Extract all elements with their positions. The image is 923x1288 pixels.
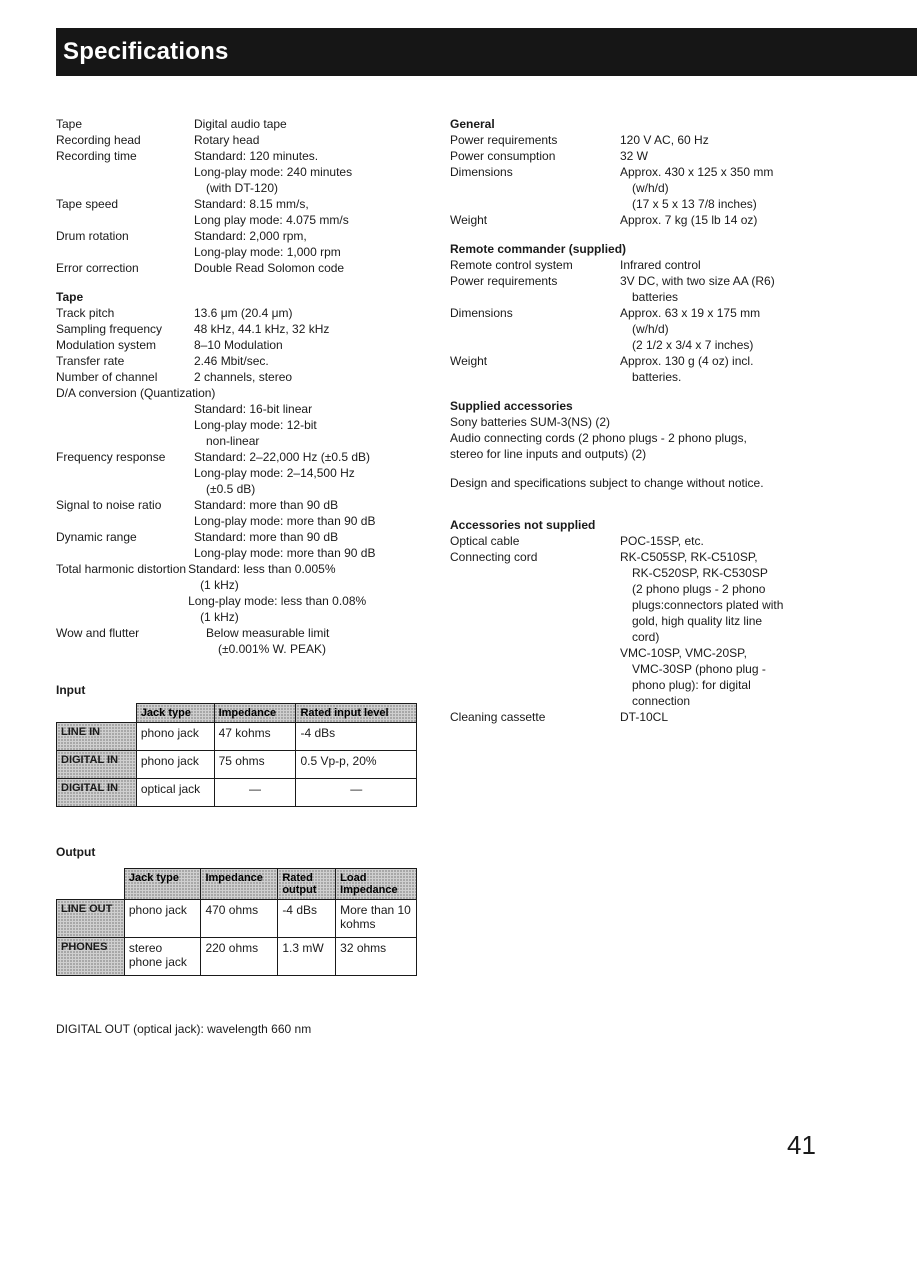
spec-value-line: 13.6 μm (20.4 μm) [194, 306, 293, 320]
table-row [57, 723, 417, 751]
row-header: LINE IN [57, 723, 137, 751]
spec-value-line: (with DT-120) [206, 181, 279, 195]
column-header: Impedance [214, 704, 296, 723]
spec-value-line: 2.46 Mbit/sec. [194, 354, 269, 368]
table-cell: 220 ohms [201, 938, 278, 976]
spec-value-line: Below measurable limit [206, 626, 330, 640]
table-cell: 1.3 mW [278, 938, 336, 976]
spec-label: Drum rotation [56, 229, 129, 243]
spec-value-line: plugs:connectors plated with [632, 598, 784, 612]
spec-row [450, 132, 820, 148]
supplied-list [450, 414, 820, 462]
spec-label: Transfer rate [56, 354, 125, 368]
table-cell: — [296, 779, 417, 807]
digital-out-note: DIGITAL OUT (optical jack): wavelength 660 nm [56, 1022, 312, 1036]
general-heading: General [450, 117, 495, 131]
row-header: PHONES [57, 938, 125, 976]
spec-row [450, 148, 820, 164]
spec-row [450, 533, 820, 549]
spec-value-line: Long play mode: 4.075 mm/s [194, 213, 349, 227]
spec-value [194, 116, 418, 132]
tape-specs-list [56, 116, 418, 276]
spec-value [620, 257, 820, 273]
spec-label: Remote control system [450, 258, 573, 272]
spec-value [620, 533, 820, 549]
spec-value [194, 497, 418, 529]
spec-row [450, 549, 820, 709]
thd-label: Total harmonic distortion [56, 562, 187, 576]
spec-label: Sampling frequency [56, 322, 163, 336]
spec-value-line: Standard: more than 90 dB [194, 530, 339, 544]
spec-row [56, 260, 418, 276]
table-cell: phono jack [136, 751, 214, 779]
spec-value-line: Standard: 8.15 mm/s, [194, 197, 309, 211]
spec-value-line: Standard: more than 90 dB [194, 498, 339, 512]
spec-value-line: Approx. 430 x 125 x 350 mm [620, 165, 774, 179]
spec-label: Power consumption [450, 149, 556, 163]
spec-row [450, 257, 820, 273]
spec-value-line: Infrared control [620, 258, 701, 272]
spec-value-line: gold, high quality litz line [632, 614, 763, 628]
page-title: Specifications [63, 38, 229, 65]
spec-value-line: Standard: 16-bit linear [194, 402, 313, 416]
spec-value [194, 196, 418, 228]
spec-label: Recording time [56, 149, 137, 163]
spec-value-line: 8–10 Modulation [194, 338, 283, 352]
spec-value-line: (1 kHz) [200, 610, 239, 624]
table-cell: More than 10 kohms [336, 900, 417, 938]
spec-value [620, 273, 820, 305]
wow-label: Wow and flutter [56, 626, 140, 640]
table-corner [57, 869, 125, 900]
spec-value-line: Long-play mode: less than 0.08% [188, 594, 367, 608]
spec-value-line: VMC-30SP (phono plug - [632, 662, 766, 676]
table-cell: phono jack [124, 900, 201, 938]
spec-value [194, 353, 418, 369]
spec-value [620, 709, 820, 725]
spec-label: Signal to noise ratio [56, 498, 162, 512]
spec-value-line: 3V DC, with two size AA (R6) [620, 274, 775, 288]
spec-label: Frequency response [56, 450, 166, 464]
output-label: Output [56, 845, 96, 859]
spec-label: Power requirements [450, 133, 558, 147]
input-label: Input [56, 683, 86, 697]
spec-value [194, 148, 418, 196]
table-row [57, 900, 417, 938]
spec-label: Weight [450, 213, 488, 227]
spec-label: Optical cable [450, 534, 520, 548]
spec-value [620, 132, 820, 148]
spec-value-line: Approx. 130 g (4 oz) incl. [620, 354, 754, 368]
row-header: DIGITAL IN [57, 779, 137, 807]
spec-label: Number of channel [56, 370, 158, 384]
spec-label: Dynamic range [56, 530, 137, 544]
audio-specs-list [56, 449, 418, 561]
da-conversion-label: D/A conversion (Quantization) [56, 386, 216, 400]
column-header: Rated output [278, 869, 336, 900]
spec-value-line: Long-play mode: 12-bit [194, 418, 317, 432]
spec-row [56, 321, 418, 337]
spec-value-line: POC-15SP, etc. [620, 534, 704, 548]
spec-value-line: (±0.5 dB) [206, 482, 256, 496]
row-header: DIGITAL IN [57, 751, 137, 779]
input-table [56, 703, 417, 807]
spec-label: Cleaning cassette [450, 710, 546, 724]
spec-label: Recording head [56, 133, 141, 147]
table-row [57, 938, 417, 976]
spec-row [56, 196, 418, 228]
spec-row [56, 305, 418, 321]
supplied-line: stereo for line inputs and outputs) (2) [450, 447, 647, 461]
spec-value-line: Approx. 63 x 19 x 175 mm [620, 306, 761, 320]
thd-row [56, 561, 418, 625]
column-header: Rated input level [296, 704, 417, 723]
table-cell: — [214, 779, 296, 807]
spec-value-line: RK-C505SP, RK-C510SP, [620, 550, 758, 564]
spec-row [450, 305, 820, 353]
table-row [57, 751, 417, 779]
spec-value [194, 337, 418, 353]
spec-row [56, 529, 418, 561]
da-conversion-values [56, 401, 418, 449]
table-cell: 32 ohms [336, 938, 417, 976]
spec-row [56, 369, 418, 385]
column-header: Jack type [124, 869, 201, 900]
spec-value-line: Standard: 2–22,000 Hz (±0.5 dB) [194, 450, 371, 464]
spec-row [56, 116, 418, 132]
spec-row [450, 353, 820, 385]
spec-value [620, 305, 820, 353]
spec-value-line: VMC-10SP, VMC-20SP, [620, 646, 747, 660]
wow-row [56, 625, 418, 657]
spec-value-line: connection [632, 694, 691, 708]
table-cell: 47 kohms [214, 723, 296, 751]
spec-value [194, 228, 418, 260]
spec-value-line: (w/h/d) [632, 322, 669, 336]
spec-value-line: Long-play mode: more than 90 dB [194, 514, 376, 528]
spec-label: Error correction [56, 261, 139, 275]
spec-label: Track pitch [56, 306, 115, 320]
spec-row [450, 164, 820, 212]
spec-value-line: (w/h/d) [632, 181, 669, 195]
spec-value-line: Long-play mode: 1,000 rpm [194, 245, 341, 259]
table-cell: -4 dBs [278, 900, 336, 938]
spec-value [194, 132, 418, 148]
tape-heading: Tape [56, 290, 84, 304]
spec-label: Tape [56, 117, 83, 131]
table-corner [57, 704, 137, 723]
spec-value-line: Digital audio tape [194, 117, 287, 131]
spec-value-line: Long-play mode: 240 minutes [194, 165, 353, 179]
spec-row [56, 449, 418, 497]
spec-label: Weight [450, 354, 488, 368]
supplied-heading: Supplied accessories [450, 399, 573, 413]
spec-row [56, 228, 418, 260]
spec-value-line: 32 W [620, 149, 649, 163]
spec-value-line: non-linear [206, 434, 260, 448]
spec-row [56, 497, 418, 529]
output-table [56, 868, 417, 976]
table-cell: -4 dBs [296, 723, 417, 751]
spec-value-line: Approx. 7 kg (15 lb 14 oz) [620, 213, 758, 227]
spec-value [194, 321, 418, 337]
column-header: Jack type [136, 704, 214, 723]
table-cell: phono jack [136, 723, 214, 751]
spec-value-line: Standard: less than 0.005% [188, 562, 336, 576]
spec-value [194, 449, 418, 497]
spec-value-line: Double Read Solomon code [194, 261, 345, 275]
spec-value [620, 353, 820, 385]
spec-value [194, 529, 418, 561]
spec-row [450, 212, 820, 228]
spec-label: Modulation system [56, 338, 157, 352]
spec-value-line: Long-play mode: 2–14,500 Hz [194, 466, 355, 480]
not-supplied-heading: Accessories not supplied [450, 518, 596, 532]
spec-value [620, 164, 820, 212]
spec-value-line: Rotary head [194, 133, 260, 147]
spec-value-line: Standard: 120 minutes. [194, 149, 319, 163]
spec-label: Dimensions [450, 306, 513, 320]
spec-value [194, 369, 418, 385]
spec-value-line: phono plug): for digital [632, 678, 751, 692]
spec-value-line: 120 V AC, 60 Hz [620, 133, 709, 147]
supplied-line: Sony batteries SUM-3(NS) (2) [450, 415, 611, 429]
general-list [450, 132, 820, 228]
table-cell: 0.5 Vp-p, 20% [296, 751, 417, 779]
spec-value-line: batteries. [632, 370, 682, 384]
page-number: 41 [787, 1130, 816, 1160]
spec-value [620, 148, 820, 164]
table-cell: stereo phone jack [124, 938, 201, 976]
spec-value [194, 260, 418, 276]
spec-label: Power requirements [450, 274, 558, 288]
spec-row [450, 709, 820, 725]
spec-value-line: Standard: 2,000 rpm, [194, 229, 307, 243]
remote-heading: Remote commander (supplied) [450, 242, 627, 256]
spec-value-line: 48 kHz, 44.1 kHz, 32 kHz [194, 322, 330, 336]
spec-label: Connecting cord [450, 550, 538, 564]
spec-row [56, 353, 418, 369]
table-row [57, 779, 417, 807]
spec-value-line: batteries [632, 290, 679, 304]
left-column [56, 116, 418, 657]
spec-value-line: 2 channels, stereo [194, 370, 293, 384]
spec-value-line: Long-play mode: more than 90 dB [194, 546, 376, 560]
spec-row [56, 132, 418, 148]
spec-value [620, 549, 820, 709]
spec-value-line: RK-C520SP, RK-C530SP [632, 566, 768, 580]
spec-value-line: DT-10CL [620, 710, 669, 724]
right-column [450, 116, 820, 725]
column-header: Load Impedance [336, 869, 417, 900]
not-supplied-list [450, 533, 820, 725]
table-cell: 75 ohms [214, 751, 296, 779]
spec-value-line: cord) [632, 630, 660, 644]
table-cell: 470 ohms [201, 900, 278, 938]
spec-value-line: (1 kHz) [200, 578, 239, 592]
spec-label: Dimensions [450, 165, 513, 179]
spec-value-line: (17 x 5 x 13 7/8 inches) [632, 197, 757, 211]
spec-value-line: (±0.001% W. PEAK) [218, 642, 326, 656]
supplied-line: Audio connecting cords (2 phono plugs - 2 phono plugs, [450, 431, 747, 445]
column-header: Impedance [201, 869, 278, 900]
spec-row [56, 148, 418, 196]
remote-list [450, 257, 820, 385]
table-cell: optical jack [136, 779, 214, 807]
spec-row [56, 337, 418, 353]
change-notice: Design and specifications subject to change without notice. [450, 476, 764, 490]
spec-row [450, 273, 820, 305]
spec-label: Tape speed [56, 197, 119, 211]
spec-value-line: (2 phono plugs - 2 phono [632, 582, 766, 596]
spec-value [194, 305, 418, 321]
tape-detail-list [56, 305, 418, 385]
row-header: LINE OUT [57, 900, 125, 938]
spec-value-line: (2 1/2 x 3/4 x 7 inches) [632, 338, 754, 352]
spec-value [620, 212, 820, 228]
